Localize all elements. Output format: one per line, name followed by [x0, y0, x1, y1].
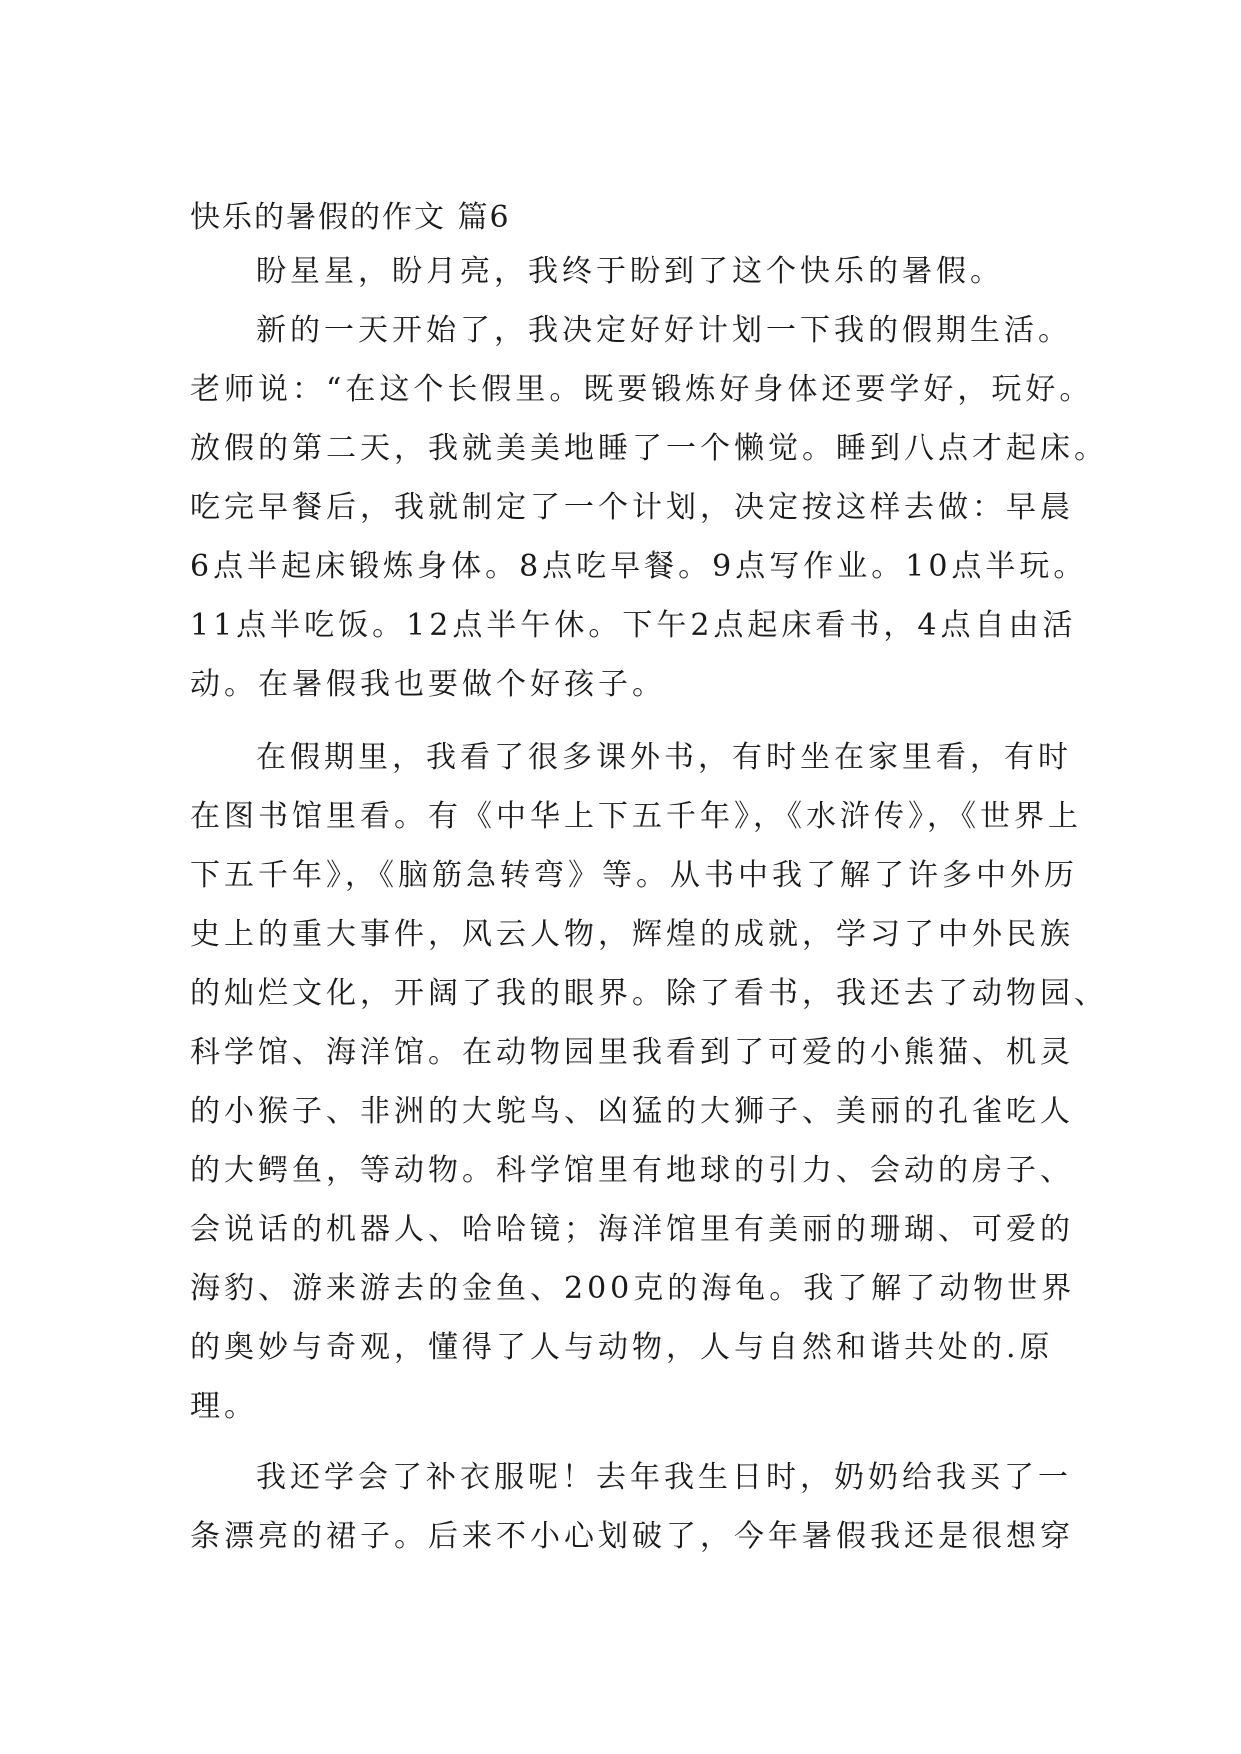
text-line: 6点半起床锻炼身体。8点吃早餐。9点写作业。10点半玩。 — [190, 549, 1088, 584]
text-line: 11点半吃饭。12点半午休。下午2点起床看书，4点自由活 — [190, 608, 1077, 643]
text-line: 理。 — [190, 1389, 258, 1424]
text-line: 史上的重大事件，风云人物，辉煌的成就，学习了中外民族 — [190, 917, 1074, 952]
text-line: 老师说：“在这个长假里。既要锻炼好身体还要学好，玩好。 — [190, 372, 1094, 407]
text-line: 在假期里，我看了很多课外书，有时坐在家里看，有时 — [256, 740, 1072, 775]
text-line: 下五千年》，《脑筋急转弯》等。从书中我了解了许多中外历 — [190, 858, 1078, 893]
text-line: 新的一天开始了，我决定好好计划一下我的假期生活。 — [256, 313, 1072, 348]
text-line: 科学馆、海洋馆。在动物园里我看到了可爱的小熊猫、机灵 — [190, 1035, 1074, 1070]
text-line: 动。在暑假我也要做个好孩子。 — [190, 667, 666, 702]
text-line: 的奥妙与奇观，懂得了人与动物，人与自然和谐共处的.原 — [190, 1330, 1054, 1365]
text-line: 条漂亮的裙子。后来不小心划破了，今年暑假我还是很想穿 — [190, 1519, 1074, 1554]
essay-title: 快乐的暑假的作文 篇6 — [190, 200, 511, 235]
text-line: 海豹、游来游去的金鱼、200克的海龟。我了解了动物世界 — [190, 1271, 1076, 1306]
text-line: 吃完早餐后，我就制定了一个计划，决定按这样去做：早晨 — [190, 490, 1074, 525]
text-line: 盼星星，盼月亮，我终于盼到了这个快乐的暑假。 — [256, 254, 1004, 289]
text-line: 的小猴子、非洲的大鸵鸟、凶猛的大狮子、美丽的孔雀吃人 — [190, 1094, 1074, 1129]
text-line: 放假的第二天，我就美美地睡了一个懒觉。睡到八点才起床。 — [190, 431, 1108, 466]
text-line: 的灿烂文化，开阔了我的眼界。除了看书，我还去了动物园、 — [190, 976, 1108, 1011]
text-line: 会说话的机器人、哈哈镜；海洋馆里有美丽的珊瑚、可爱的 — [190, 1212, 1074, 1247]
text-line: 我还学会了补衣服呢！去年我生日时，奶奶给我买了一 — [256, 1460, 1072, 1495]
text-line: 的大鳄鱼，等动物。科学馆里有地球的引力、会动的房子、 — [190, 1153, 1074, 1188]
text-line: 在图书馆里看。有《中华上下五千年》，《水浒传》，《世界上 — [190, 799, 1082, 834]
